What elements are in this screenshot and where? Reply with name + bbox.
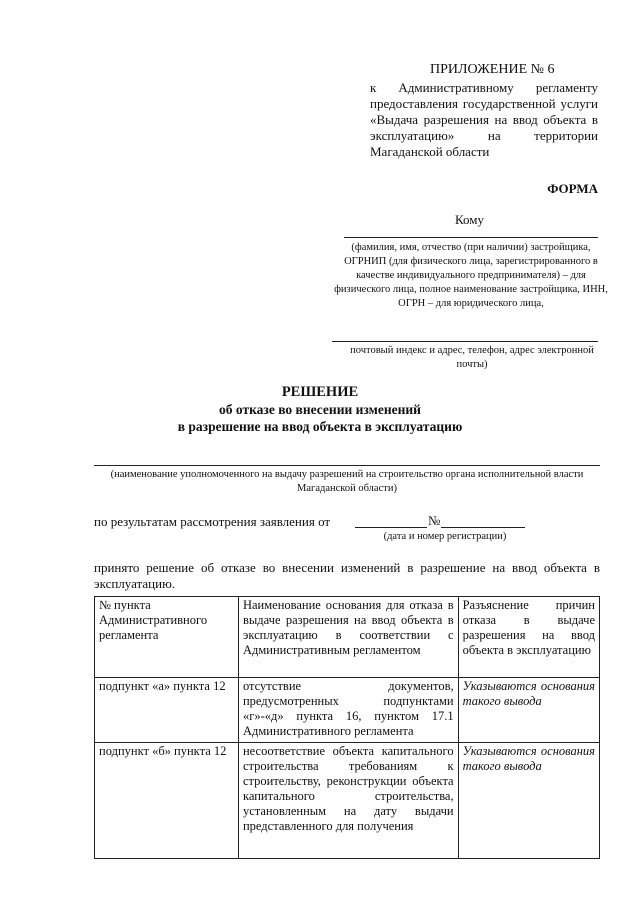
row-reason: отсутствие документов, предусмотренных подпунктами «г»-«д» пункта 16, пунктом 17.1 Административного регламента [238,678,458,743]
row-point: подпункт «б» пункта 12 [95,743,239,859]
table-row [95,743,600,859]
appendix-text: к Административному регламенту предоставления государственной услуги «Выдача разрешения на ввод объекта в эксплуатацию» на территории Магаданской области [370,80,598,159]
review-note: (дата и номер регистрации) [383,531,507,542]
header-point: № пункта Административного регламента [95,597,239,678]
row-explanation: Указываются основания такого вывода [458,678,599,743]
row-point: подпункт «а» пункта 12 [95,678,239,743]
authority-line [94,465,600,466]
header-explanation: Разъяснение причин отказа в выдаче разрешения на ввод объекта в эксплуатацию [458,597,599,678]
recipient-name-line [344,237,598,238]
review-prefix: по результатам рассмотрения заявления от [94,514,331,529]
form-label: ФОРМА [547,181,598,196]
recipient-contact-note: почтовый индекс и адрес, телефон, адрес электронной почты) [350,345,594,370]
row-explanation: Указываются основания такого вывода [458,743,599,859]
row-reason: несоответствие объекта капитального строительства требованиям к строительству, реконструкции объекта капитального строительства, установленным на дату выдачи представленного для получения [238,743,458,859]
decision-subtitle-line1: об отказе во внесении изменений [219,402,421,417]
recipient-developer-note: (фамилия, имя, отчество (при наличии) застройщика, ОГРНИП (для физического лица, зарегистрированного в качестве индивидуального предпринимателя) – для физического лица, полное наименование застройщика, ИНН, ОГРН – для юридического лица, [334,242,608,309]
appendix-title: ПРИЛОЖЕНИЕ № 6 [430,62,555,77]
table-row [95,678,600,743]
table-header-row [95,597,600,678]
refusal-reasons-table [94,596,600,859]
authority-note: (наименование уполномоченного на выдачу разрешений на строительство органа исполнительной власти Магаданской области) [110,469,584,494]
decision-title: РЕШЕНИЕ [281,384,359,400]
review-date-line [355,527,427,528]
decision-subtitle-line2: в разрешение на ввод объекта в эксплуатацию [177,419,463,434]
header-reason: Наименование основания для отказа в выдаче разрешения на ввод объекта в эксплуатацию в соответствии с Административным регламентом [238,597,458,678]
decision-text: принято решение об отказе во внесении изменений в разрешение на ввод объекта в эксплуатацию. [94,560,600,591]
review-number-line [441,527,525,528]
recipient-contact-line [332,341,598,342]
recipient-to-label: Кому [455,212,485,227]
review-number-sign: № [428,513,441,528]
